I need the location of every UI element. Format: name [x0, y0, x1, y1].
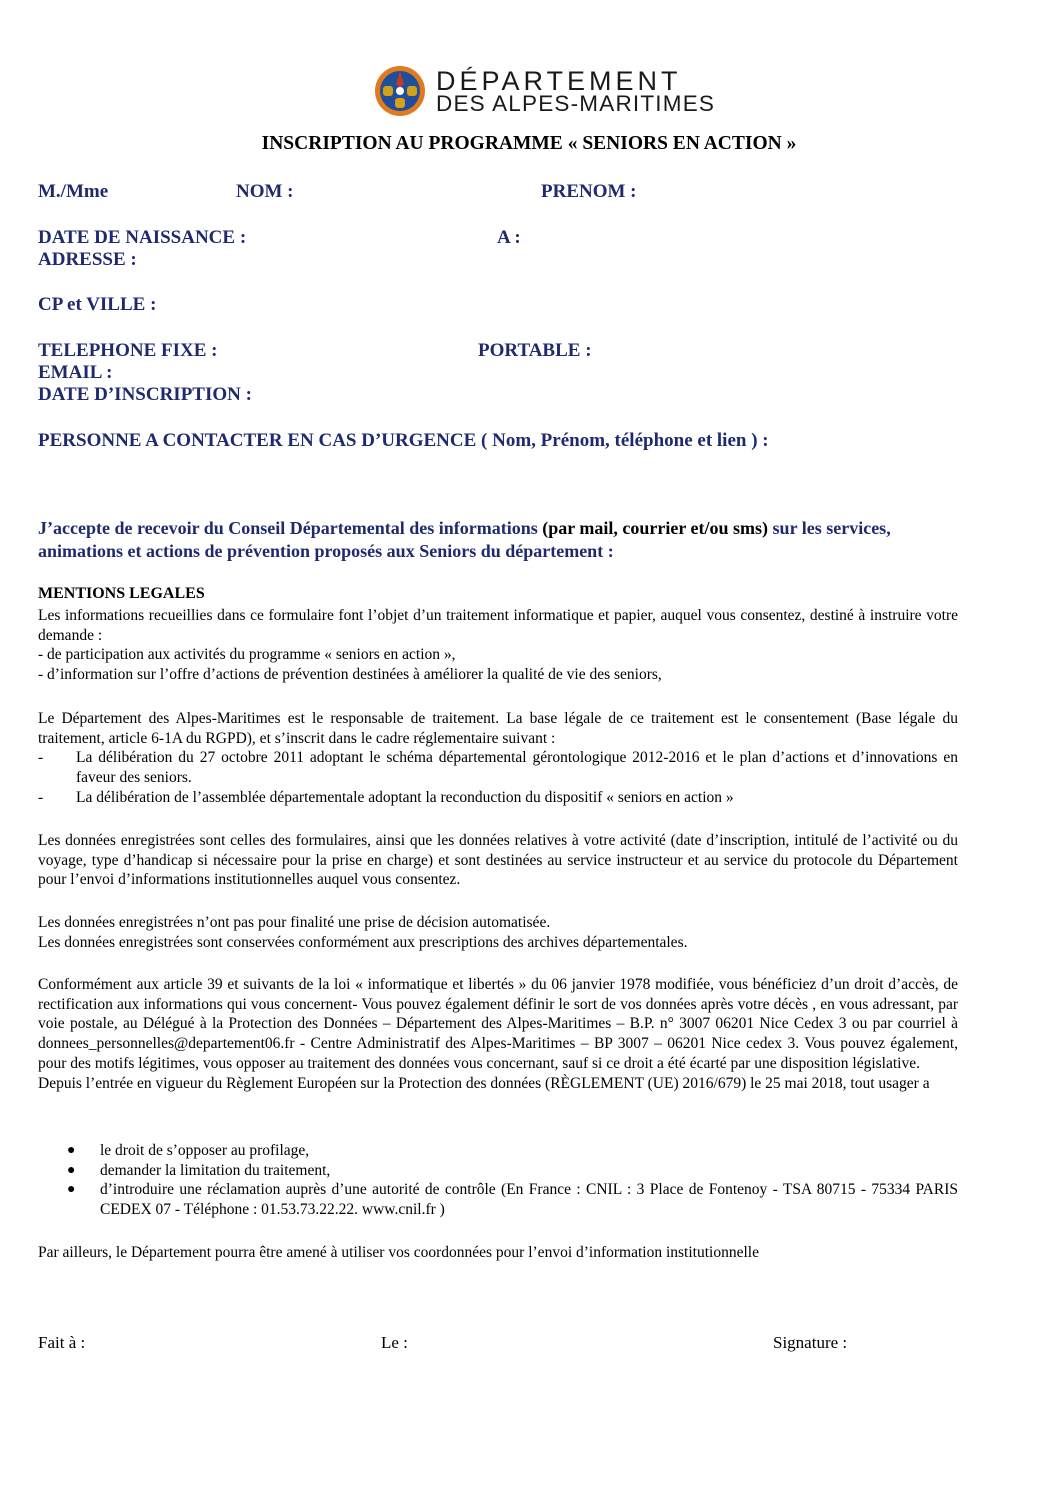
fait-a-label: Fait à : [38, 1333, 86, 1352]
mentions-p1-line1: Les informations recueillies dans ce formulaire font l’objet d’un traitement informatique et papier, auquel vous consentez, destiné à instruire votre demande : [38, 607, 958, 644]
mentions-p4b: Les données enregistrées sont conservées conformément aux prescriptions des archives départementales. [38, 933, 688, 951]
mentions-p2: Le Département des Alpes-Maritimes est le responsable de traitement. La base légale de ce traitement est le consentement (Base légale du traitement, article 6-1A du RGPD), et s’inscrit dans le cadre réglementaire suivant : [38, 710, 958, 747]
mentions-paragraph-1 [38, 606, 958, 685]
list-item [67, 1180, 958, 1219]
nom-label: NOM : [236, 181, 294, 202]
prenom-label: PRENOM : [541, 181, 637, 202]
civility-label: M./Mme [38, 181, 109, 202]
rights-list [67, 1141, 958, 1220]
logo-line2: DES ALPES-MARITIMES [436, 91, 716, 116]
department-logo [370, 64, 716, 118]
form-title: INSCRIPTION AU PROGRAMME « SENIORS EN ACTION » [261, 133, 797, 154]
dash-item [38, 748, 958, 787]
dash-bullet: - [38, 749, 44, 767]
mentions-p4a: Les données enregistrées n’ont pas pour finalité une prise de décision automatisée. [38, 914, 551, 931]
list-item [67, 1141, 958, 1161]
lieu-naissance-label: A : [497, 227, 521, 248]
logo-line1: DÉPARTEMENT [436, 66, 682, 96]
rights-item-text: d’introduire une réclamation auprès d’une autorité de contrôle (En France : CNIL : 3 Place de Fontenoy - TSA 80715 - 75334 PARIS CEDEX 07 - Téléphone : 01.53.73.22.22. www.cnil.fr ) [100, 1181, 958, 1219]
telephone-fixe-label: TELEPHONE FIXE : [38, 340, 218, 361]
signature-label: Signature : [773, 1333, 848, 1352]
cp-ville-label: CP et VILLE : [38, 294, 157, 315]
mentions-p6: Depuis l’entrée en vigueur du Règlement Européen sur la Protection des données (RÈGLEMENT (UE) 2016/679) le 25 mai 2018, tout usager a [38, 1074, 930, 1092]
mentions-paragraph-4 [38, 913, 958, 952]
email-label: EMAIL : [38, 362, 113, 383]
adresse-label: ADRESSE : [38, 249, 137, 270]
consent-channels: (par mail, courrier et/ou sms) [542, 518, 769, 538]
consent-part1: J’accepte de recevoir du Conseil Départemental des informations [38, 518, 543, 538]
mentions-p1-line3: - d’information sur l’offre d’actions de prévention destinées à améliorer la qualité de vie des seniors, [38, 666, 662, 684]
date-label: Le : [381, 1333, 408, 1352]
consent-statement [38, 517, 918, 563]
mentions-p3: Les données enregistrées sont celles des formulaires, ainsi que les données relatives à votre activité (date d’inscription, intitulé de l’activité ou du voyage, type d’handicap si nécessaire pour la prise en charge) et sont destinées au service instructeur et au service du protocole du Département pour l’envoi d’informations institutionnelles auquel vous consentez. [38, 832, 958, 889]
date-naissance-label: DATE DE NAISSANCE : [38, 227, 247, 248]
consent-part3: sur les services, animations et actions de prévention proposés aux Seniors du département : [38, 518, 891, 561]
mentions-paragraph-3 [38, 831, 958, 890]
dash-item [38, 788, 958, 808]
urgence-contact-label: PERSONNE A CONTACTER EN CAS D’URGENCE ( Nom, Prénom, téléphone et lien ) : [38, 430, 769, 451]
dash-item-text: La délibération du 27 octobre 2011 adoptant le schéma départemental gérontologique 2012-2016 et le plan d’actions et d’innovations en faveur des seniors. [76, 749, 958, 787]
mentions-paragraph-7 [38, 1243, 958, 1263]
rights-item-text: demander la limitation du traitement, [100, 1161, 331, 1179]
mentions-p5: Conformément aux article 39 et suivants de la loi « informatique et libertés » du 06 janvier 1978 modifiée, vous bénéficiez d’un droit d’accès, de rectification aux informations qui vous concernent- Vous pouvez également définir le sort de vos données après votre décès , en vous adressant, par voie postale, au Délégué à la Protection des Données – Département des Alpes-Maritimes – B.P. n° 3007 06201 Nice Cedex 3 ou par courriel à donnees_personnelles@departement06.fr - Centre Administratif des Alpes-Maritimes – BP 3007 – 06201 Nice cedex 3. Vous pouvez également, pour des motifs légitimes, vous opposer au traitement des données vous concernant, sauf si ce droit a été écarté par une disposition législative. [38, 976, 958, 1072]
mentions-p1-line2: - de participation aux activités du programme « seniors en action », [38, 646, 456, 664]
mentions-paragraph-5 [38, 975, 958, 1093]
dash-item-text: La délibération de l’assemblée départementale adoptant la reconduction du dispositif « seniors en action » [76, 788, 734, 806]
department-emblem-icon [370, 64, 430, 118]
rights-item-text: le droit de s’opposer au profilage, [100, 1142, 310, 1159]
mentions-p7: Par ailleurs, le Département pourra être amené à utiliser vos coordonnées pour l’envoi d’information institutionnelle [38, 1244, 759, 1261]
dash-bullet: - [38, 788, 44, 806]
bullet-dot: ● [67, 1162, 76, 1178]
bullet-dot: ● [67, 1182, 76, 1198]
mentions-paragraph-2 [38, 709, 958, 808]
bullet-dot: ● [67, 1143, 76, 1158]
date-inscription-label: DATE D’INSCRIPTION : [38, 384, 252, 405]
mentions-heading: MENTIONS LEGALES [38, 585, 205, 602]
list-item [67, 1161, 958, 1181]
portable-label: PORTABLE : [478, 340, 592, 361]
